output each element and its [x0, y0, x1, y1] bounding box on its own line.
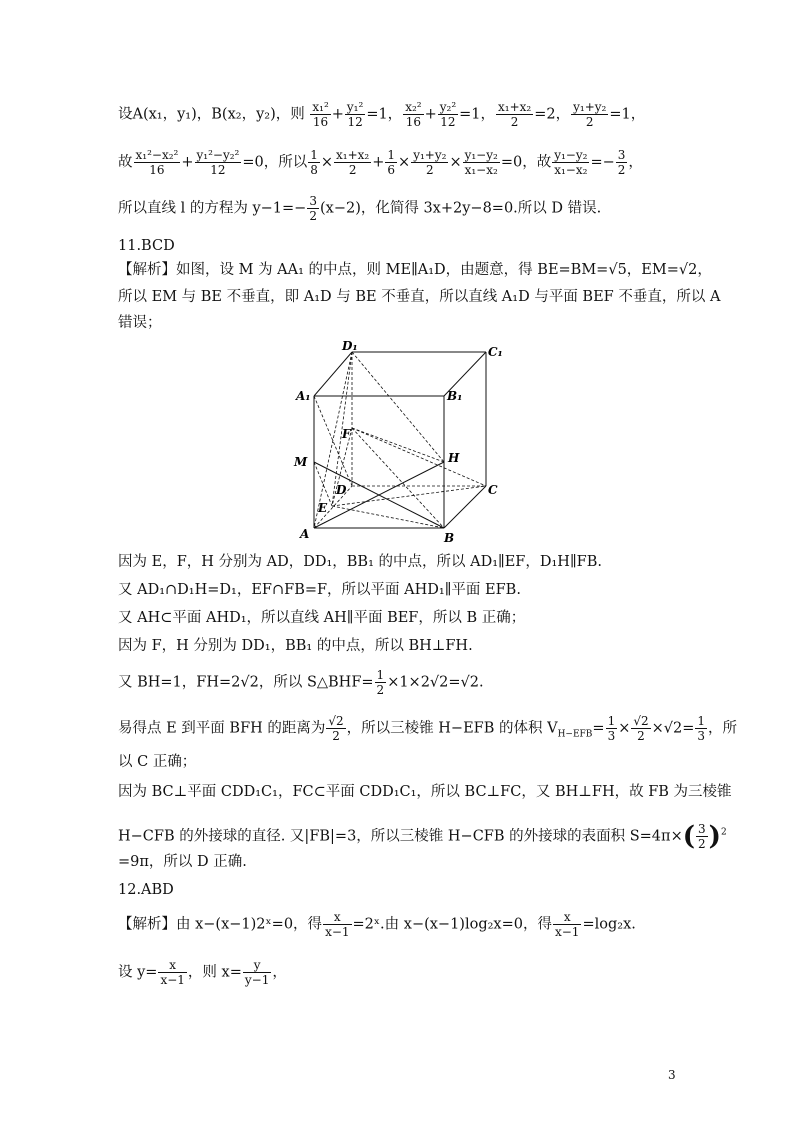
- hidden-edge: [352, 428, 444, 528]
- text: 设A(x₁，y₁)，B(x₂，y₂)，则: [118, 106, 305, 123]
- fraction: $\frac{\text{y₁²}}{12}$: [346, 100, 364, 129]
- fraction: $\frac{3}{2}$: [309, 194, 317, 223]
- hidden-edge: [352, 352, 444, 462]
- page-number: 3: [668, 1068, 676, 1082]
- cube-figure: [290, 338, 510, 548]
- fraction: $\frac{\text{y₁−y₂}}{\text{x₁−x₂}}$: [554, 148, 588, 177]
- text-line-19: 【解析】由 x−(x−1)2ˣ=0，得 $\frac{x}{x-1}$ =2ˣ.由 x−(x−1)log₂x=0，得 $\frac{x}{x-1}$ =log₂x.: [118, 910, 636, 939]
- label-B: B: [444, 531, 455, 545]
- fraction: $\frac{1}{3}$: [607, 714, 616, 743]
- fraction: $\frac{3}{2}$: [617, 148, 626, 177]
- fraction: $\frac{\text{x₂²}}{16}$: [405, 100, 422, 129]
- fraction: $\frac{y}{y-1}$: [244, 958, 270, 987]
- text-line-10: 又 AH⊂平面 AHD₁，所以直线 AH∥平面 BEF，所以 B 正确；: [118, 610, 526, 626]
- fraction: $\frac{x}{x-1}$: [160, 958, 185, 987]
- fraction: $\frac{\text{y₂²}}{12}$: [439, 100, 457, 129]
- fraction: $\frac{x}{x-1}$: [554, 910, 580, 939]
- fraction: $\frac{\text{x₁+x₂}}{2}$: [498, 100, 532, 129]
- question-12-answer: 12.ABD: [118, 882, 174, 898]
- fraction: $\frac{\text{y₁+y₂}}{2}$: [413, 148, 447, 177]
- hidden-edge: [314, 462, 332, 506]
- fraction: $\frac{\text{x₁²−x₂²}}{16}$: [135, 148, 179, 177]
- label-D1: D₁: [342, 339, 358, 353]
- text-line-9: 又 AD₁∩D₁H=D₁，EF∩FB=F，所以平面 AHD₁∥平面 EFB.: [118, 582, 521, 598]
- text-line-3: 所以直线 l 的方程为 y−1=− $\frac{3}{2}$ (x−2)，化简得 3x+2y−8=0.所以 D 错误.: [118, 194, 602, 223]
- fraction: $\frac{√2}{2}$: [633, 714, 649, 743]
- label-H: H: [448, 451, 460, 465]
- text-line-8: 因为 E，F，H 分别为 AD，DD₁，BB₁ 的中点，所以 AD₁∥EF，D₁H∥FB.: [118, 554, 602, 570]
- fraction: $\frac{1}{2}$: [376, 668, 385, 697]
- text-line-20: 设 y= $\frac{x}{x-1}$ ，则 x= $\frac{y}{y-1}$ ，: [118, 958, 287, 987]
- label-C: C: [488, 483, 498, 497]
- label-E: E: [318, 501, 328, 515]
- question-11-answer: 11.BCD: [118, 238, 175, 254]
- label-D: D: [336, 483, 347, 497]
- text-line-11: 因为 F，H 分别为 DD₁，BB₁ 的中点，所以 BH⊥FH.: [118, 638, 473, 654]
- fraction: $\frac{1}{8}$: [310, 148, 318, 177]
- label-B1: B₁: [447, 389, 463, 403]
- text-line-2: 故 $\frac{\text{x₁²−x₂²}}{16}$ + $\frac{\text{y₁²−y₂²}}{12}$ =0，所以 $\frac{1}{8}$ × $\frac{\text{x₁+x₂}}{2}$ + $\frac{1}{6}$ × $\frac{\text{y₁+y₂}}{2}$ × $\frac{\text{y₁−y₂}}{\text{x₁−x₂}}$ =0，故 $\frac{\text{y₁−y₂}}{\text{x₁−x₂}}$ =− $\frac{3}{2}$ ，: [118, 148, 643, 177]
- text-line-17: =9π，所以 D 正确.: [118, 854, 247, 870]
- label-F: F: [342, 427, 351, 441]
- fraction: $\frac{1}{3}$: [697, 714, 706, 743]
- fraction: $\frac{x}{x-1}$: [325, 910, 350, 939]
- fraction: $\frac{\text{y₁²−y₂²}}{12}$: [196, 148, 240, 177]
- fraction: $\frac{\text{y₁+y₂}}{2}$: [573, 100, 607, 129]
- fraction: $\frac{\text{x₁+x₂}}{2}$: [336, 148, 370, 177]
- fraction: $\frac{\text{y₁−y₂}}{\text{x₁−x₂}}$: [464, 148, 498, 177]
- text-line-13: 易得点 E 到平面 BFH 的距离为 $\frac{√2}{2}$ ，所以三棱锥 H−EFB 的体积 $V_{H-EFB}=$ $\frac{1}{3}$ × $\frac{√2}{2}$ ×√2= $\frac{1}{3}$ ，所: [118, 714, 738, 743]
- label-M: M: [294, 455, 308, 469]
- text-line-15: 因为 BC⊥平面 CDD₁C₁，FC⊂平面 CDD₁C₁，所以 BC⊥FC，又 BH⊥FH，故 FB 为三棱锥: [118, 784, 732, 800]
- text-line-1: 设A(x₁，y₁)，B(x₂，y₂)，则 $\frac{\text{x₁²}}{16}$ + $\frac{\text{y₁²}}{12}$ =1， $\frac{\text{x₂²}}{16}$ + $\frac{\text{y₂²}}{12}$ =1， $\frac{\text{x₁+x₂}}{2}$ =2， $\frac{\text{y₁+y₂}}{2}$ =1，: [118, 100, 646, 129]
- label-C1: C₁: [488, 345, 503, 359]
- label-A1: A₁: [296, 389, 311, 403]
- label-A: A: [300, 527, 310, 541]
- text-line-14: 以 C 正确；: [118, 754, 197, 770]
- fraction: $\frac{\text{x₁²}}{16}$: [312, 100, 329, 129]
- fraction: $\frac{3}{2}$: [698, 822, 706, 851]
- text-line-16: H−CFB 的外接球的直径. 又|FB|=3，所以三棱锥 H−CFB 的外接球的表面积 S=4π×( $\frac{3}{2}$ )$^2$: [118, 821, 727, 852]
- fraction: $\frac{√2}{2}$: [328, 714, 344, 743]
- fraction: $\frac{1}{6}$: [387, 148, 396, 177]
- hidden-edge: [332, 486, 486, 506]
- text-line-5: 【解析】如图，设 M 为 AA₁ 的中点，则 ME∥A₁D，由题意，得 BE=BM=√5，EM=√2，: [118, 262, 712, 278]
- edge: [314, 352, 352, 396]
- text-line-6: 所以 EM 与 BE 不垂直，即 A₁D 与 BE 不垂直，所以直线 A₁D 与平面 BEF 不垂直，所以 A: [118, 289, 721, 305]
- text-line-7: 错误；: [118, 315, 162, 331]
- edge: [444, 486, 486, 528]
- hidden-edge: [352, 428, 486, 486]
- text-line-12: 又 BH=1，FH=2√2，所以 S△BHF= $\frac{1}{2}$ ×1×2√2=√2.: [118, 668, 484, 697]
